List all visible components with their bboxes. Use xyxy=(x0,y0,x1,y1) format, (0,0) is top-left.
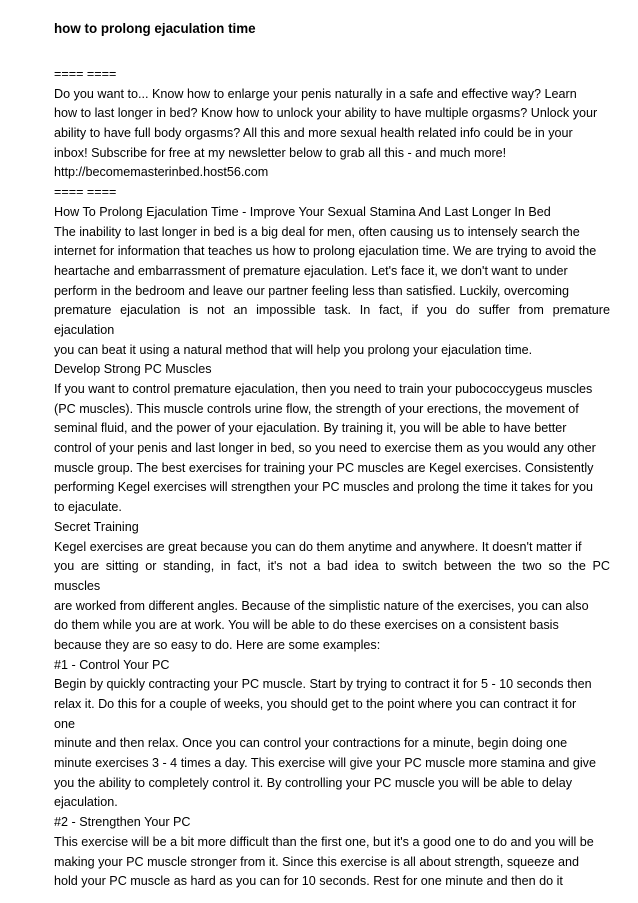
text-line: making your PC muscle stronger from it. Since this exercise is all about strength, squeeze and xyxy=(54,854,579,869)
text-line: muscle group. The best exercises for training your PC muscles are Kegel exercises. Consistently xyxy=(54,460,594,475)
text-line: ==== ==== xyxy=(54,67,117,81)
text-line: Do you want to... Know how to enlarge your penis naturally in a safe and effective way? Learn xyxy=(54,86,577,101)
text-line: #1 - Control Your PC xyxy=(54,657,170,672)
text-line: minute and then relax. Once you can control your contractions for a minute, begin doing one xyxy=(54,736,568,751)
text-line: ejaculation xyxy=(54,322,115,337)
text-line: ejaculation. xyxy=(54,795,118,810)
text-line: premature ejaculation is not an impossible task. In fact, if you do suffer from premature xyxy=(54,303,610,318)
text-line: http://becomemasterinbed.host56.com xyxy=(54,165,269,180)
text-line: you can beat it using a natural method that will help you prolong your ejaculation time. xyxy=(54,342,533,357)
text-line: ability to have full body orgasms? All this and more sexual health related info could be in your xyxy=(54,126,573,141)
text-line: minute exercises 3 - 4 times a day. This exercise will give your PC muscle more stamina and give xyxy=(54,756,596,771)
text-line: hold your PC muscle as hard as you can for 10 seconds. Rest for one minute and then do it xyxy=(54,874,563,889)
text-line: one xyxy=(54,716,76,731)
text-line: to ejaculate. xyxy=(54,500,122,515)
text-line: Develop Strong PC Muscles xyxy=(54,362,212,377)
text-line: Kegel exercises are great because you can do them anytime and anywhere. It doesn't matter if xyxy=(54,539,582,554)
text-line: #2 - Strengthen Your PC xyxy=(54,815,191,830)
text-line: The inability to last longer in bed is a big deal for men, often causing us to intensely search the xyxy=(54,224,580,239)
text-line: you the ability to completely control it. By controlling your PC muscle you will be able to delay xyxy=(54,775,572,790)
text-line: If you want to control premature ejaculation, then you need to train your pubococcygeus muscles xyxy=(54,382,593,396)
text-line: because they are so easy to do. Here are some examples: xyxy=(54,637,381,652)
text-line: seminal fluid, and the power of your ejaculation. By training it, you will be able to have better xyxy=(54,421,567,436)
text-line: you are sitting or standing, in fact, it's not a bad idea to switch between the two so the PC xyxy=(54,559,610,574)
text-line: Begin by quickly contracting your PC muscle. Start by trying to contract it for 5 - 10 seconds then xyxy=(54,677,592,692)
text-line: relax it. Do this for a couple of weeks, you should get to the point where you can contract it for xyxy=(54,697,577,711)
text-line: control of your penis and last longer in bed, so you need to exercise them as you would any other xyxy=(54,441,596,456)
document-title: how to prolong ejaculation time xyxy=(54,21,256,36)
text-line: How To Prolong Ejaculation Time - Improve Your Sexual Stamina And Last Longer In Bed xyxy=(54,204,551,219)
text-line: are worked from different angles. Because of the simplistic nature of the exercises, you can also xyxy=(54,598,589,613)
document-body xyxy=(54,65,610,892)
text-line: ==== ==== xyxy=(54,185,117,200)
text-line: perform in the bedroom and leave our partner feeling less than satisfied. Luckily, overcoming xyxy=(54,283,569,298)
text-line: heartache and embarrassment of premature ejaculation. Let's face it, we don't want to under xyxy=(54,263,568,278)
text-line: This exercise will be a bit more difficult than the first one, but it's a good one to do and you will be xyxy=(54,834,594,849)
text-line: internet for information that teaches us how to prolong ejaculation time. We are trying to avoid the xyxy=(54,244,597,259)
text-line: Secret Training xyxy=(54,519,139,534)
text-line: do them while you are at work. You will be able to do these exercises on a consistent basis xyxy=(54,618,559,633)
text-line: muscles xyxy=(54,578,101,593)
text-line: (PC muscles). This muscle controls urine flow, the strength of your erections, the movement of xyxy=(54,401,579,416)
text-line: inbox! Subscribe for free at my newsletter below to grab all this - and much more! xyxy=(54,145,507,160)
text-line: how to last longer in bed? Know how to unlock your ability to have multiple orgasms? Unlock your xyxy=(54,106,598,121)
text-line: performing Kegel exercises will strengthen your PC muscles and prolong the time it takes for you xyxy=(54,480,593,495)
